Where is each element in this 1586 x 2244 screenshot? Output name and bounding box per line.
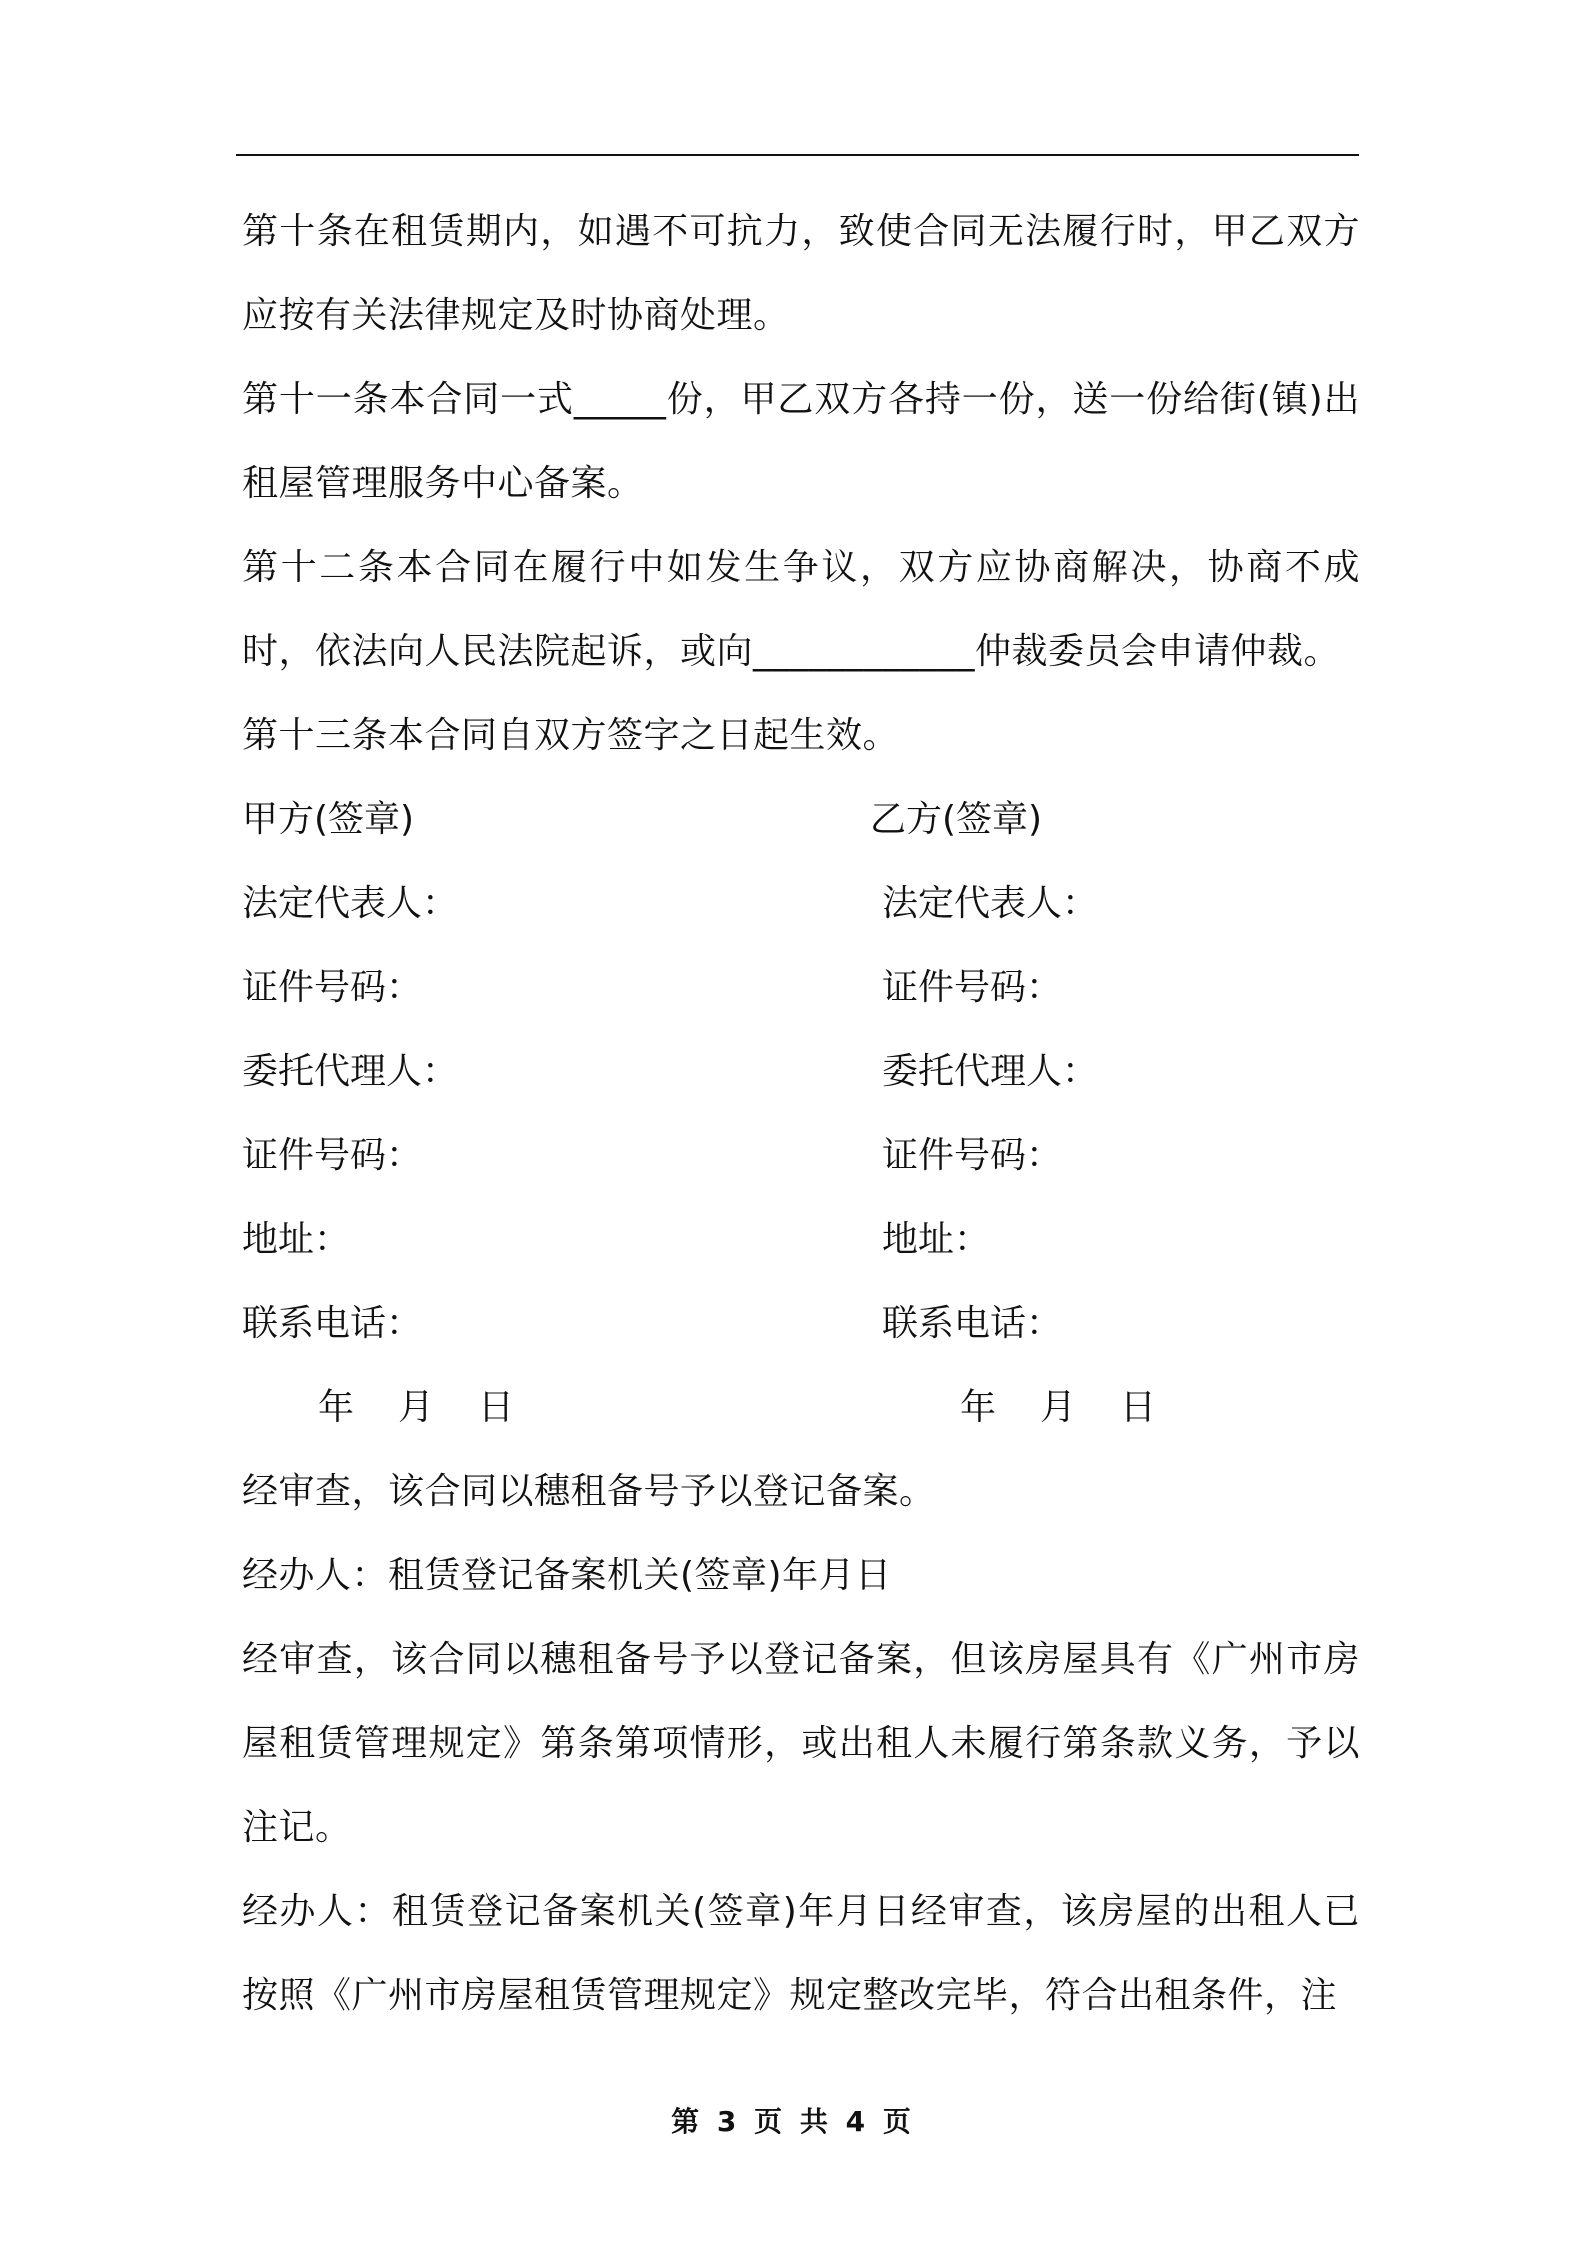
clause-11: 第十一条本合同一式_____份，甲乙双方各持一份，送一份给街(镇)出租屋管理服务中心备案。 [242, 379, 1360, 504]
party-a-agent: 委托代理人： [242, 1051, 459, 1092]
party-b-date [960, 1366, 1200, 1450]
page-number: 第 3 页 共 4 页 [671, 2105, 915, 2138]
signature-row [242, 1030, 1360, 1114]
signature-date-row [242, 1366, 1360, 1450]
date-month: 月 [398, 1387, 435, 1428]
party-a-id-number: 证件号码： [242, 967, 423, 1008]
party-b-id-number: 证件号码： [882, 967, 1063, 1008]
clause-10: 第十条在租赁期内，如遇不可抗力，致使合同无法履行时，甲乙双方应按有关法律规定及时协商处理。 [242, 211, 1360, 336]
date-year: 年 [318, 1387, 355, 1428]
party-a-agent-id: 证件号码： [242, 1135, 423, 1176]
clause-13: 第十三条本合同自双方签字之日起生效。 [242, 715, 900, 756]
date-month: 月 [1040, 1387, 1077, 1428]
signature-parties-row [242, 778, 1360, 862]
clause-12: 第十二条本合同在履行中如发生争议，双方应协商解决，协商不成时，依法向人民法院起诉，或向____________仲裁委员会申请仲裁。 [242, 547, 1360, 672]
signature-row [242, 862, 1360, 946]
signature-row [242, 1198, 1360, 1282]
registration-annotation: 经审查，该合同以穗租备号予以登记备案，但该房屋具有《广州市房屋租赁管理规定》第条第项情形，或出租人未履行第条款义务，予以注记。 [242, 1639, 1360, 1848]
rectification-note: 经办人：租赁登记备案机关(签章)年月日经审查，该房屋的出租人已按照《广州市房屋租赁管理规定》规定整改完毕，符合出租条件，注 [242, 1891, 1360, 2016]
party-b-phone: 联系电话： [882, 1303, 1063, 1344]
party-a-phone: 联系电话： [242, 1303, 423, 1344]
registration-note: 经审查，该合同以穗租备号予以登记备案。 [242, 1471, 936, 1512]
party-a-address: 地址： [242, 1219, 351, 1260]
document-body [242, 190, 1360, 2038]
party-b-legal-rep: 法定代表人： [882, 883, 1099, 924]
date-day: 日 [1120, 1387, 1157, 1428]
party-b-address: 地址： [882, 1219, 991, 1260]
header-rule [236, 154, 1359, 156]
party-b-agent: 委托代理人： [882, 1051, 1099, 1092]
signature-row [242, 1114, 1360, 1198]
handler-line: 经办人：租赁登记备案机关(签章)年月日 [242, 1555, 892, 1596]
party-a-label: 甲方(签章) [242, 799, 415, 840]
party-a-date [318, 1366, 558, 1450]
party-b-label: 乙方(签章) [870, 799, 1043, 840]
date-year: 年 [960, 1387, 997, 1428]
party-b-agent-id: 证件号码： [882, 1135, 1063, 1176]
signature-row [242, 1282, 1360, 1366]
signature-row [242, 946, 1360, 1030]
party-a-legal-rep: 法定代表人： [242, 883, 459, 924]
date-day: 日 [478, 1387, 515, 1428]
